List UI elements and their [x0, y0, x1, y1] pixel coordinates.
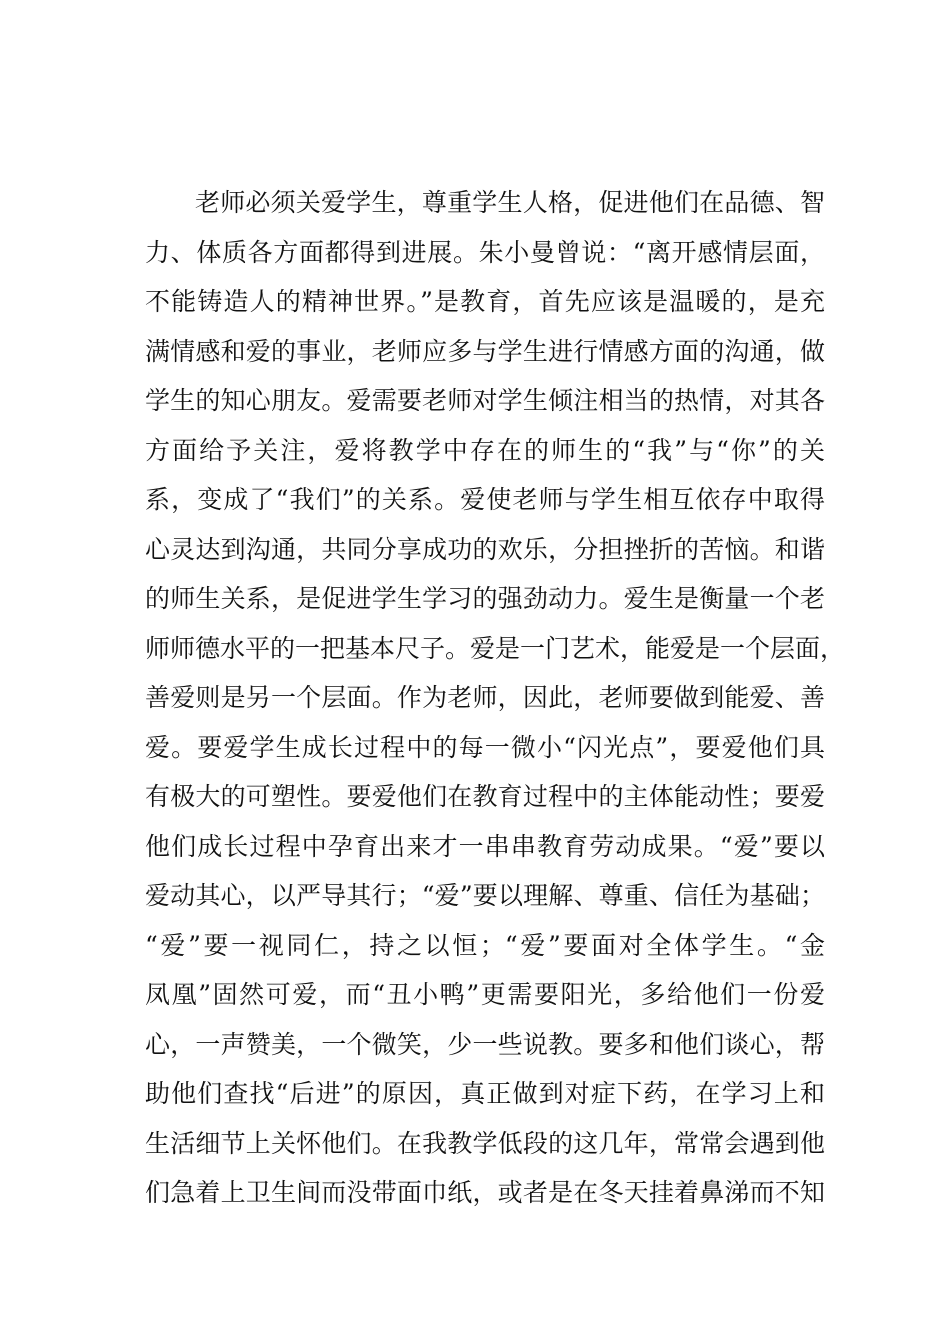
text-line: 凤凰”固然可爱，而“丑小鸭”更需要阳光，多给他们一份爱 — [145, 980, 825, 1009]
text-line: 系，变成了“我们”的关系。爱使老师与学生相互依存中取得 — [145, 485, 825, 514]
text-line: 爱。要爱学生成长过程中的每一微小“闪光点”，要爱他们具 — [145, 732, 825, 762]
text-line: 心，一声赞美，一个微笑，少一些说教。要多和他们谈心，帮 — [145, 1029, 825, 1059]
text-line: 师师德水平的一把基本尺子。爱是一门艺术，能爱是一个层面， — [145, 633, 846, 663]
text-line: 们急着上卫生间而没带面巾纸，或者是在冬天挂着鼻涕而不知 — [145, 1178, 825, 1207]
text-line: 方面给予关注，爱将教学中存在的师生的“我”与“你”的关 — [145, 435, 825, 465]
text-line: 爱动其心，以严导其行；“爱”要以理解、尊重、信任为基础； — [145, 881, 825, 910]
text-line: 心灵达到沟通，共同分享成功的欢乐，分担挫折的苦恼。和谐 — [145, 534, 825, 564]
text-line: 有极大的可塑性。要爱他们在教育过程中的主体能动性；要爱 — [145, 782, 825, 811]
text-line: 助他们查找“后进”的原因，真正做到对症下药，在学习上和 — [145, 1079, 825, 1108]
text-line: 力、体质各方面都得到进展。朱小曼曾说：“离开感情层面， — [145, 237, 825, 267]
text-line: 他们成长过程中孕育出来才一串串教育劳动成果。“爱”要以 — [145, 831, 825, 861]
text-line: 善爱则是另一个层面。作为老师，因此，老师要做到能爱、善 — [145, 683, 825, 712]
text-line: 的师生关系，是促进学生学习的强劲动力。爱生是衡量一个老 — [145, 584, 825, 613]
text-line: 不能铸造人的精神世界。”是教育，首先应该是温暖的，是充 — [145, 287, 825, 316]
text-line: 生活细节上关怀他们。在我教学低段的这几年，常常会遇到他 — [145, 1128, 825, 1158]
text-line: 老师必须关爱学生，尊重学生人格，促进他们在品德、智 — [195, 188, 825, 217]
text-line: 学生的知心朋友。爱需要老师对学生倾注相当的热情，对其各 — [145, 386, 825, 415]
text-line: “爱”要一视同仁，持之以恒；“爱”要面对全体学生。“金 — [145, 930, 825, 960]
body-paragraph — [145, 178, 846, 1218]
text-line: 满情感和爱的事业，老师应多与学生进行情感方面的沟通，做 — [145, 336, 825, 366]
